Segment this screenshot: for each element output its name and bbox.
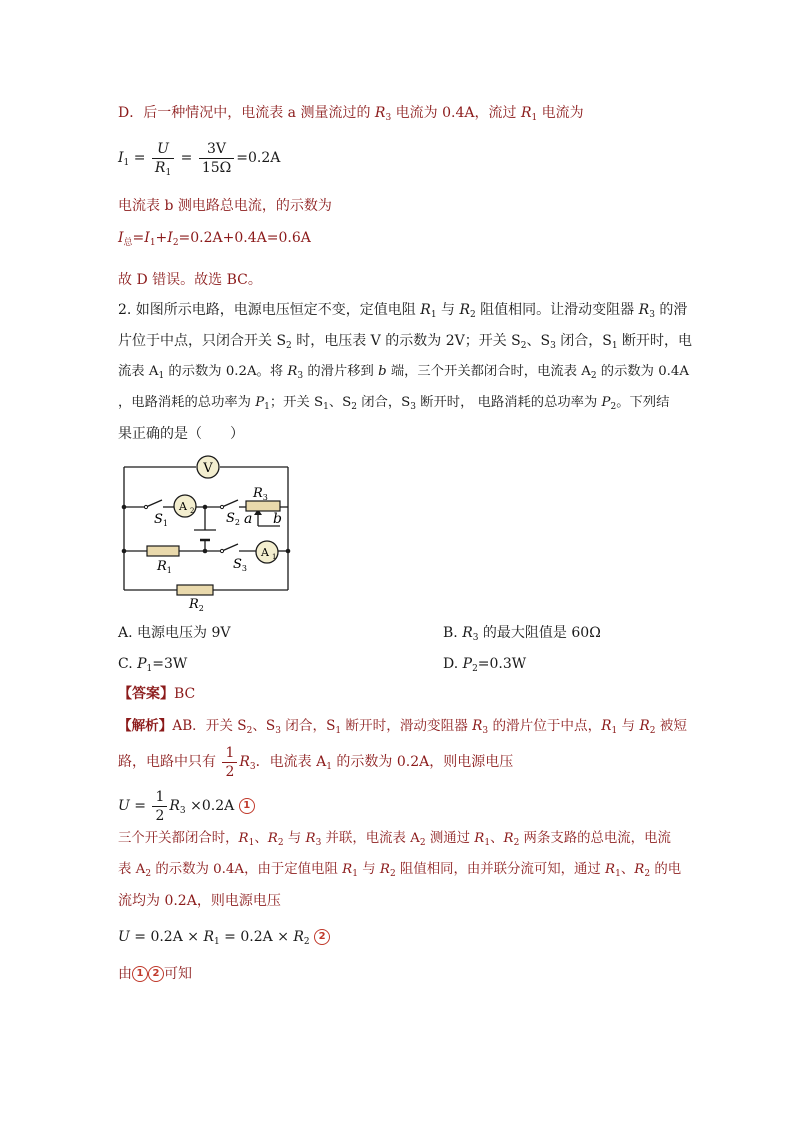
ammeter-a2-label: A xyxy=(179,500,187,513)
answer-line xyxy=(118,684,195,704)
answer-tag: 【答案】 xyxy=(118,686,174,702)
label-s1: $S_1$ xyxy=(154,512,168,528)
meter-b-text: 电流表 b 测电路总电流，的示数为 xyxy=(118,198,332,214)
ammeter-a1-label: A xyxy=(261,546,269,559)
node-left-bottom xyxy=(122,549,127,554)
resistor-r1 xyxy=(147,546,179,556)
analysis-line1: 【解析】AB．开关 $S_2$、$S_3$ 闭合，$S_1$ 断开时，滑动变阻器 $R_3$ 的滑片位于中点，$R_1$ 与 $R_2$ 被短 xyxy=(118,718,687,736)
ammeter-a2-sub: 2 xyxy=(190,507,195,515)
answer-value: BC xyxy=(174,686,196,702)
analysis-line5: 流均为 0.2A，则电源电压 xyxy=(118,893,281,909)
label-b: b xyxy=(273,511,282,527)
question2-line4: ，电路消耗的总功率为 $P_1$；开关 $S_1$、$S_2$ 闭合，$S_3$ 断开时， 电路消耗的总功率为 $P_2$。下列结 xyxy=(118,395,670,412)
circled-1-ref: 1 xyxy=(132,966,148,982)
analysis-line3: 三个开关都闭合时，$R_1$、$R_2$ 与 $R_3$ 并联，电流表 $A_2$ 测通过 $R_1$、$R_2$ 两条支路的总电流，电流 xyxy=(118,831,671,848)
option-b: B. $R_3$ 的最大阻值是 60Ω xyxy=(443,625,601,643)
fraction-u-r1: $\frac{U}{R_1}$ xyxy=(152,141,174,176)
fraction-3v-15ohm: $\frac{3V}{15\Omega}$ xyxy=(199,141,234,176)
question2-line5: 果正确的是（ ） xyxy=(118,426,244,442)
analysis-line2: 路，电路中只有 $\frac{1}{2}$ $R_3$．电流表 $A_1$ 的示数为 0.2A，则电源电压 xyxy=(118,744,514,780)
equation-total-current: $I_总=I_1+I_2=0.2A+0.4A=0.6A$ xyxy=(118,230,311,248)
voltmeter-label: V xyxy=(203,461,213,476)
circled-1-marker: 1 xyxy=(239,798,255,814)
node-mid-bottom xyxy=(203,549,208,554)
switch-s2 xyxy=(222,500,238,507)
switch-s3 xyxy=(222,544,238,551)
node-mid-top xyxy=(203,505,208,510)
equation-u-r1-r2: $U = 0.2A \times R_1 = 0.2A \times R_2$ 2 xyxy=(118,927,330,947)
node-right xyxy=(286,549,291,554)
analysis-line4: 表 $A_2$ 的示数为 0.4A，由于定值电阻 $R_1$ 与 $R_2$ 阻值相同，由并联分流可知，通过 $R_1$、$R_2$ 的电 xyxy=(118,862,682,879)
switch-s1 xyxy=(146,500,162,507)
ammeter-a1-sub: 1 xyxy=(272,553,277,561)
label-s2: $S_2$ xyxy=(226,511,240,527)
label-r3: $R_3$ xyxy=(253,486,268,502)
label-r1: $R_1$ xyxy=(157,559,172,575)
option-d: D. $P_2=0.3W$ xyxy=(443,656,527,674)
circuit-diagram xyxy=(110,450,300,615)
resistor-r2 xyxy=(177,585,213,595)
option-a: A. 电源电压为 9V xyxy=(118,625,231,641)
equation-u-half-r3: U = $\frac{1}{2}$ $R_3 \times 0.2A$ 1 xyxy=(118,786,255,826)
node-left-top xyxy=(122,505,127,510)
analysis-line6: 由 1 2 可知 xyxy=(118,966,192,982)
equation-i1: $I_1$ = $\frac{U}{R_1}$ = $\frac{3V}{15\Omega}$ =0.2A xyxy=(118,140,281,178)
circled-2-marker: 2 xyxy=(314,929,330,945)
question2-line3: 流表 $A_1$ 的示数为 0.2A。将 $R_3$ 的滑片移到 b 端，三个开关都闭合时，电流表 $A_2$ 的示数为 0.4A xyxy=(118,364,689,381)
question2-line1: 2. 如图所示电路，电源电压恒定不变，定值电阻 $R_1$ 与 $R_2$ 阻值相同。让滑动变阻器 $R_3$ 的滑 xyxy=(118,302,688,320)
question2-line2: 片位于中点，只闭合开关 $S_2$ 时，电压表 V 的示数为 2V；开关 $S_2$、$S_3$ 闭合，$S_1$ 断开时，电 xyxy=(118,333,693,351)
circled-2-ref: 2 xyxy=(148,966,164,982)
conclusion-text: 故 D 错误。故选 BC。 xyxy=(118,272,262,288)
label-s3: $S_3$ xyxy=(233,557,247,573)
label-a: a xyxy=(244,511,253,527)
option-d-explanation: D．后一种情况中，电流表 a 测量流过的 $R_3$ 电流为 0.4A，流过 $R_1$ 电流为 xyxy=(118,105,584,123)
option-c: C. $P_1=3W$ xyxy=(118,656,188,674)
resistor-r3 xyxy=(246,501,280,511)
label-r2: $R_2$ xyxy=(189,597,204,613)
